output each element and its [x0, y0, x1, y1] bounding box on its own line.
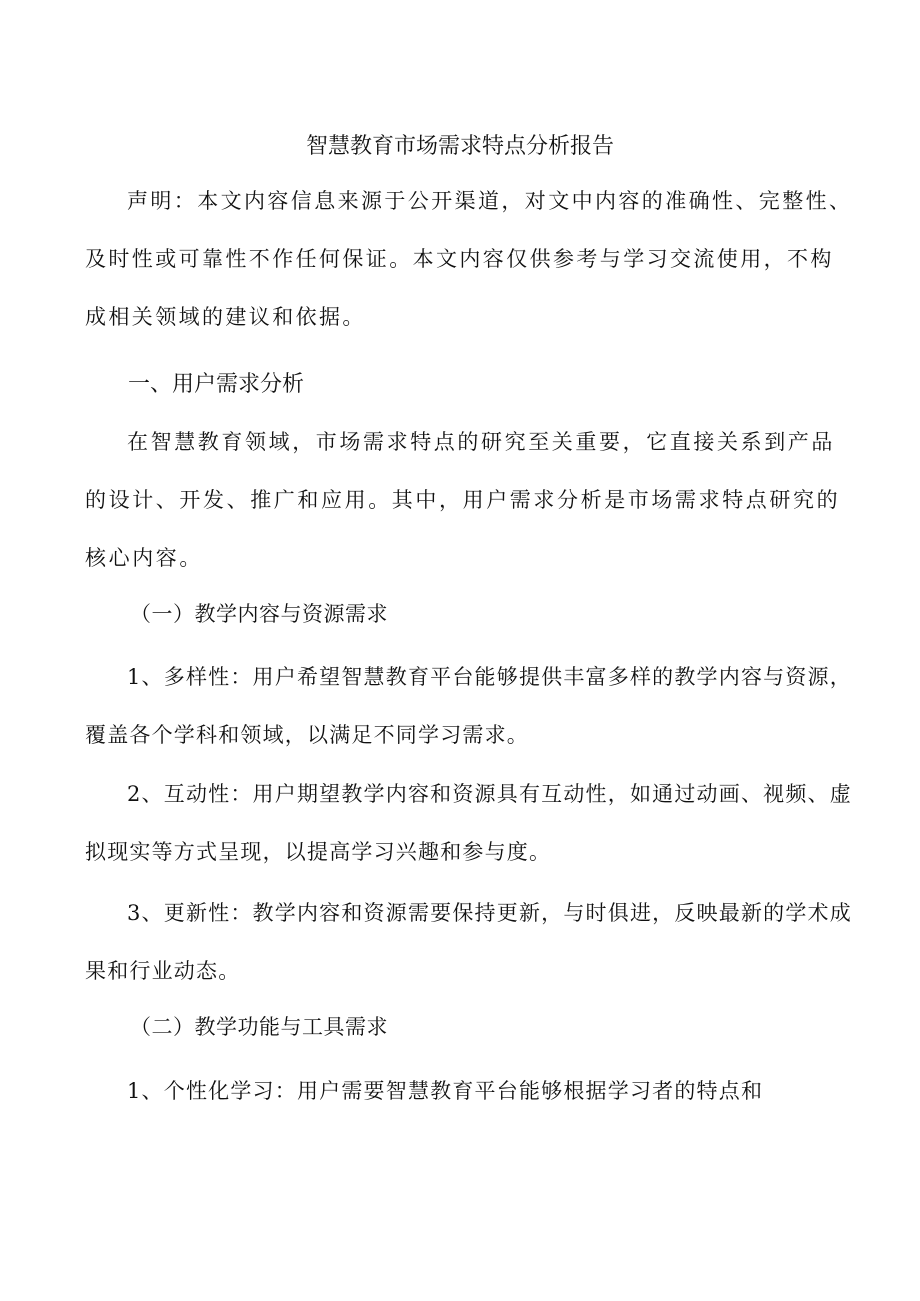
- subsection-heading-content-resources: （一）教学内容与资源需求: [130, 602, 388, 626]
- section-intro-paragraph: 在智慧教育领域，市场需求特点的研究至关重要，它直接关系到产品的设计、开发、推广和应用。其中，用户需求分析是市场需求特点研究的核心内容。: [85, 430, 841, 570]
- list-item-personalized-learning: 1、个性化学习：用户需要智慧教育平台能够根据学习者的特点和: [127, 1079, 764, 1103]
- list-item-interactivity: 2、互动性：用户期望教学内容和资源具有互动性，如通过动画、视频、虚拟现实等方式呈现，以提高学习兴趣和参与度。: [85, 782, 852, 864]
- list-item-updates: 3、更新性：教学内容和资源需要保持更新，与时俱进，反映最新的学术成果和行业动态。: [85, 901, 852, 983]
- section-heading-user-needs: 一、用户需求分析: [128, 372, 305, 397]
- disclaimer-paragraph: 声明：本文内容信息来源于公开渠道，对文中内容的准确性、完整性、及时性或可靠性不作任何保证。本文内容仅供参考与学习交流使用，不构成相关领域的建议和依据。: [85, 189, 853, 329]
- subsection-heading-functions-tools: （二）教学功能与工具需求: [130, 1015, 388, 1039]
- document-title: 智慧教育市场需求特点分析报告: [305, 134, 614, 159]
- list-item-diversity: 1、多样性：用户希望智慧教育平台能够提供丰富多样的教学内容与资源，覆盖各个学科和领域，以满足不同学习需求。: [85, 665, 852, 747]
